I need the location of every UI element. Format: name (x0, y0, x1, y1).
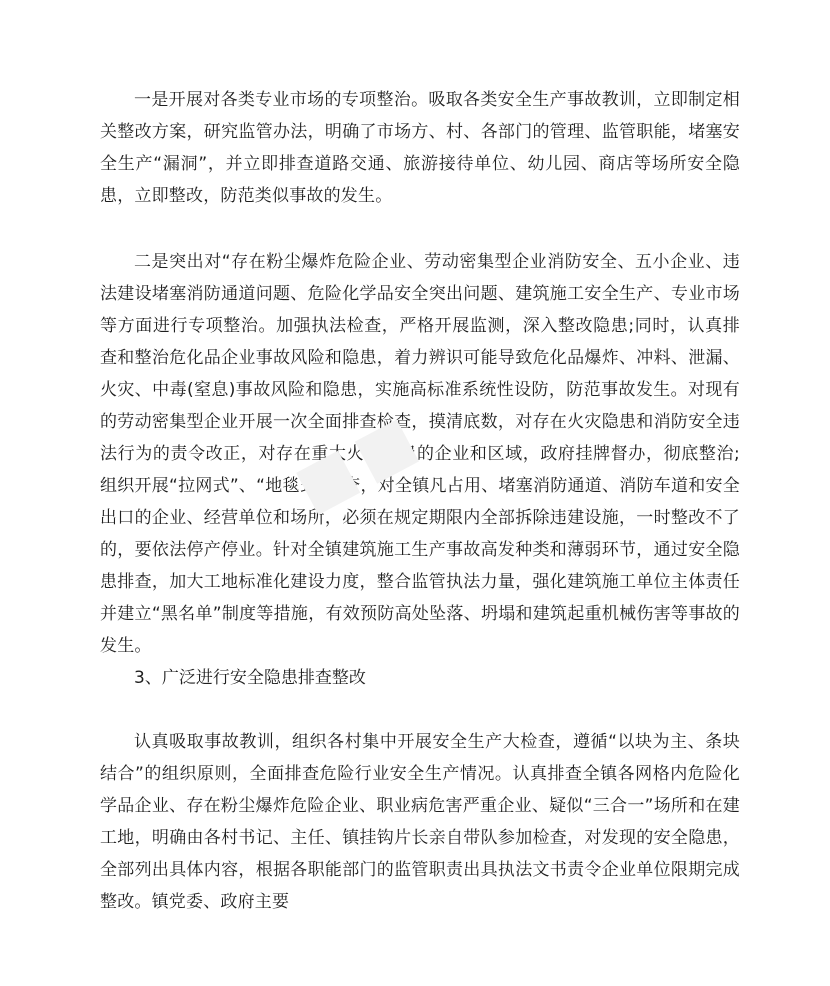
paragraph-1: 一是开展对各类专业市场的专项整治。吸取各类安全生产事故教训，立即制定相关整改方案，研究监管办法，明确了市场方、村、各部门的管理、监管职能，堵塞安全生产“漏洞”，并立即排查道路交通、旅游接待单位、幼儿园、商店等场所安全隐患，立即整改，防范类似事故的发生。 (100, 90, 740, 206)
section-heading: 3、广泛进行安全隐患排查整改 (134, 668, 366, 688)
watermark-graphic: ■■ (282, 397, 435, 524)
paragraph-2: 二是突出对“存在粉尘爆炸危险企业、劳动密集型企业消防安全、五小企业、违法建设堵塞消防通道问题、危险化学品安全突出问题、建筑施工安全生产、专业市场等方面进行专项整治。加强执法检查，严格开展监测，深入整改隐患;同时，认真排查和整治危化品企业事故风险和隐患，着力辨识可能导致危化品爆炸、冲料、泄漏、火灾、中毒(窒息)事故风险和隐患，实施高标准系统性设防，防范事故发生。对现有的劳动密集型企业开展一次全面排查检查，摸清底数，对存在火灾隐患和消防安全违法行为的责令改正，对存在重大火灾隐患的企业和区域，政府挂牌督办，彻底整治;组织开展“拉网式”、“地毯式”排查，对全镇凡占用、堵塞消防通道、消防车道和安全出口的企业、经营单位和场所，必须在规定期限内全部拆除违建设施，一时整改不了的，要依法停产停业。针对全镇建筑施工生产事故高发种类和薄弱环节，通过安全隐患排查，加大工地标准化建设力度，整合监管执法力量，强化建筑施工单位主体责任并建立“黑名单”制度等措施，有效预防高处坠落、坍塌和建筑起重机械伤害等事故的发生。 (100, 252, 740, 656)
paragraph-3: 认真吸取事故教训，组织各村集中开展安全生产大检查，遵循“以块为主、条块结合”的组织原则，全面排查危险行业安全生产情况。认真排查全镇各网格内危险化学品企业、存在粉尘爆炸危险企业、职业病危害严重企业、疑似“三合一”场所和在建工地，明确由各村书记、主任、镇挂钩片长亲自带队参加检查，对发现的安全隐患，全部列出具体内容，根据各职能部门的监管职责出具执法文书责令企业单位限期完成整改。镇党委、政府主要 (100, 732, 740, 912)
document-page (100, 84, 740, 918)
